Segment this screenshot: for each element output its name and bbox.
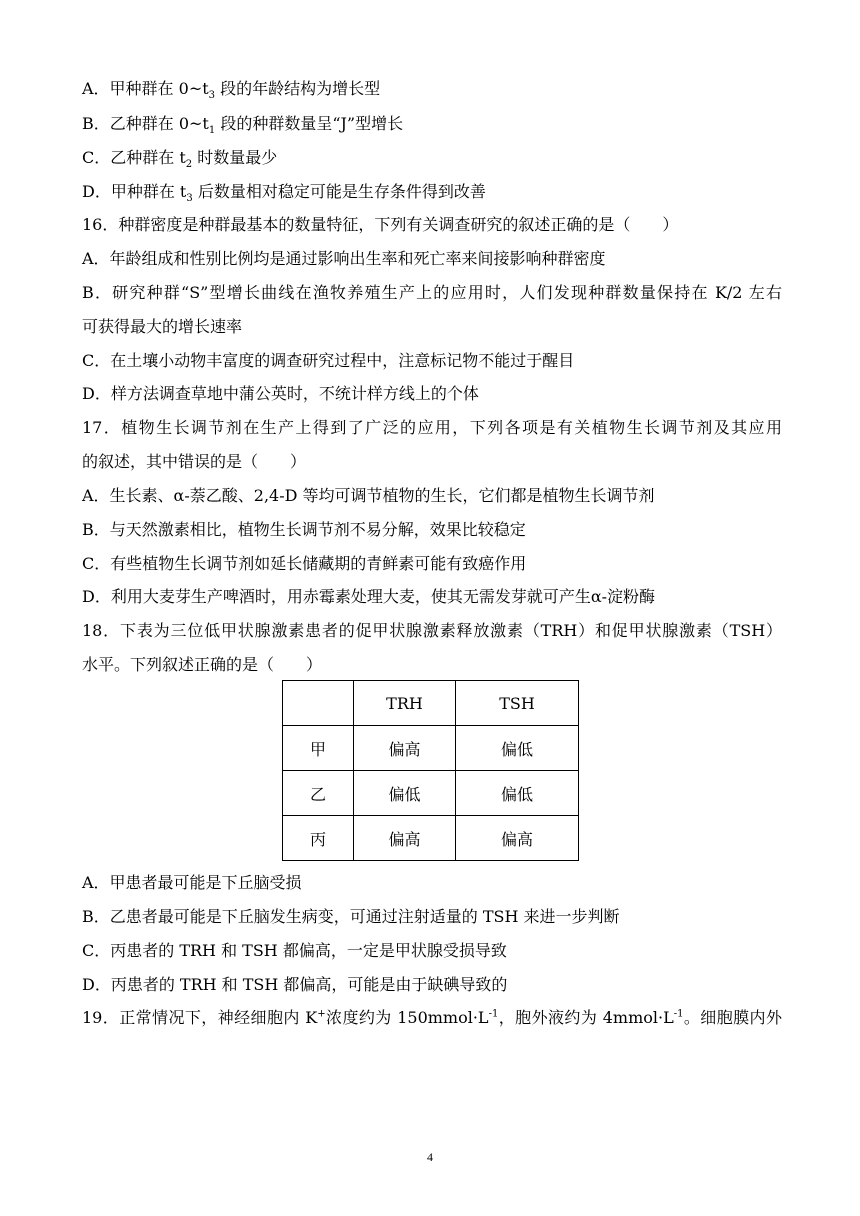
q16-stem: 16．种群密度是种群最基本的数量特征，下列有关调查研究的叙述正确的是（ ）	[82, 215, 679, 234]
table-cell: 偏低	[456, 726, 579, 771]
table-cell: 偏低	[354, 771, 456, 816]
q17-option-b: B．与天然激素相比，植物生长调节剂不易分解，效果比较稳定	[82, 520, 526, 539]
q15-option-d: D．甲种群在 $t_3$ 后数量相对稳定可能是生存条件得到改善	[82, 182, 486, 205]
hormone-table	[282, 680, 579, 861]
q17-stem-line2: 的叙述，其中错误的是（ ）	[82, 452, 307, 471]
table-row	[283, 816, 579, 861]
table-cell: 乙	[283, 771, 354, 816]
q15-option-a: A．甲种群在 $0\sim t_3$ 段的年龄结构为增长型	[82, 79, 381, 102]
table-cell: 偏高	[354, 816, 456, 861]
q17-option-c: C．有些植物生长调节剂如延长储藏期的青鲜素可能有致癌作用	[82, 554, 527, 573]
q17-option-d: D．利用大麦芽生产啤酒时，用赤霉素处理大麦，使其无需发芽就可产生α-淀粉酶	[82, 587, 656, 606]
q18-option-d: D．丙患者的 TRH 和 TSH 都偏高，可能是由于缺碘导致的	[82, 975, 508, 994]
q16-option-b-line1: B．研究种群“S”型增长曲线在渔牧养殖生产上的应用时，人们发现种群数量保持在 K/2 左右	[82, 283, 782, 302]
table-cell: 偏高	[354, 726, 456, 771]
page-number: 4	[427, 1150, 433, 1164]
table-header-cell	[283, 681, 354, 726]
table-header-row	[283, 681, 579, 726]
q18-stem-line1: 18．下表为三位低甲状腺激素患者的促甲状腺激素释放激素（TRH）和促甲状腺激素（TSH）	[82, 621, 782, 640]
q15-option-c: C．乙种群在 $t_2$ 时数量最少	[82, 148, 278, 171]
q18-option-c: C．丙患者的 TRH 和 TSH 都偏高，一定是甲状腺受损导致	[82, 941, 507, 960]
table-cell: 偏低	[456, 771, 579, 816]
q18-option-b: B．乙患者最可能是下丘脑发生病变，可通过注射适量的 TSH 来进一步判断	[82, 907, 620, 926]
q18-option-a: A．甲患者最可能是下丘脑受损	[82, 873, 302, 892]
table-row	[283, 771, 579, 816]
table-cell: 甲	[283, 726, 354, 771]
table-row	[283, 726, 579, 771]
q16-option-d: D．样方法调查草地中蒲公英时，不统计样方线上的个体	[82, 384, 479, 403]
table-header-cell: TRH	[354, 681, 456, 726]
q17-stem-line1: 17．植物生长调节剂在生产上得到了广泛的应用，下列各项是有关植物生长调节剂及其应用	[82, 418, 782, 437]
q19-stem: 19．正常情况下，神经细胞内 K+浓度约为 $150mmol\cdot L^{-1}$，胞外液约为 $4mmol\cdot L^{-1}$。细胞膜内外	[82, 1008, 782, 1027]
q16-option-b-line2: 可获得最大的增长速率	[82, 317, 243, 336]
table-cell: 偏高	[456, 816, 579, 861]
q17-option-a: A．生长素、α-萘乙酸、2,4-D 等均可调节植物的生长，它们都是植物生长调节剂	[82, 486, 655, 505]
q16-option-a: A．年龄组成和性别比例均是通过影响出生率和死亡率来间接影响种群密度	[82, 249, 606, 268]
q16-option-c: C．在土壤小动物丰富度的调查研究过程中，注意标记物不能过于醒目	[82, 351, 575, 370]
q18-stem-line2: 水平。下列叙述正确的是（ ）	[82, 655, 323, 674]
table-header-cell: TSH	[456, 681, 579, 726]
table-cell: 丙	[283, 816, 354, 861]
q15-option-b: B．乙种群在 $0\sim t_1$ 段的种群数量呈“J”型增长	[82, 114, 404, 137]
